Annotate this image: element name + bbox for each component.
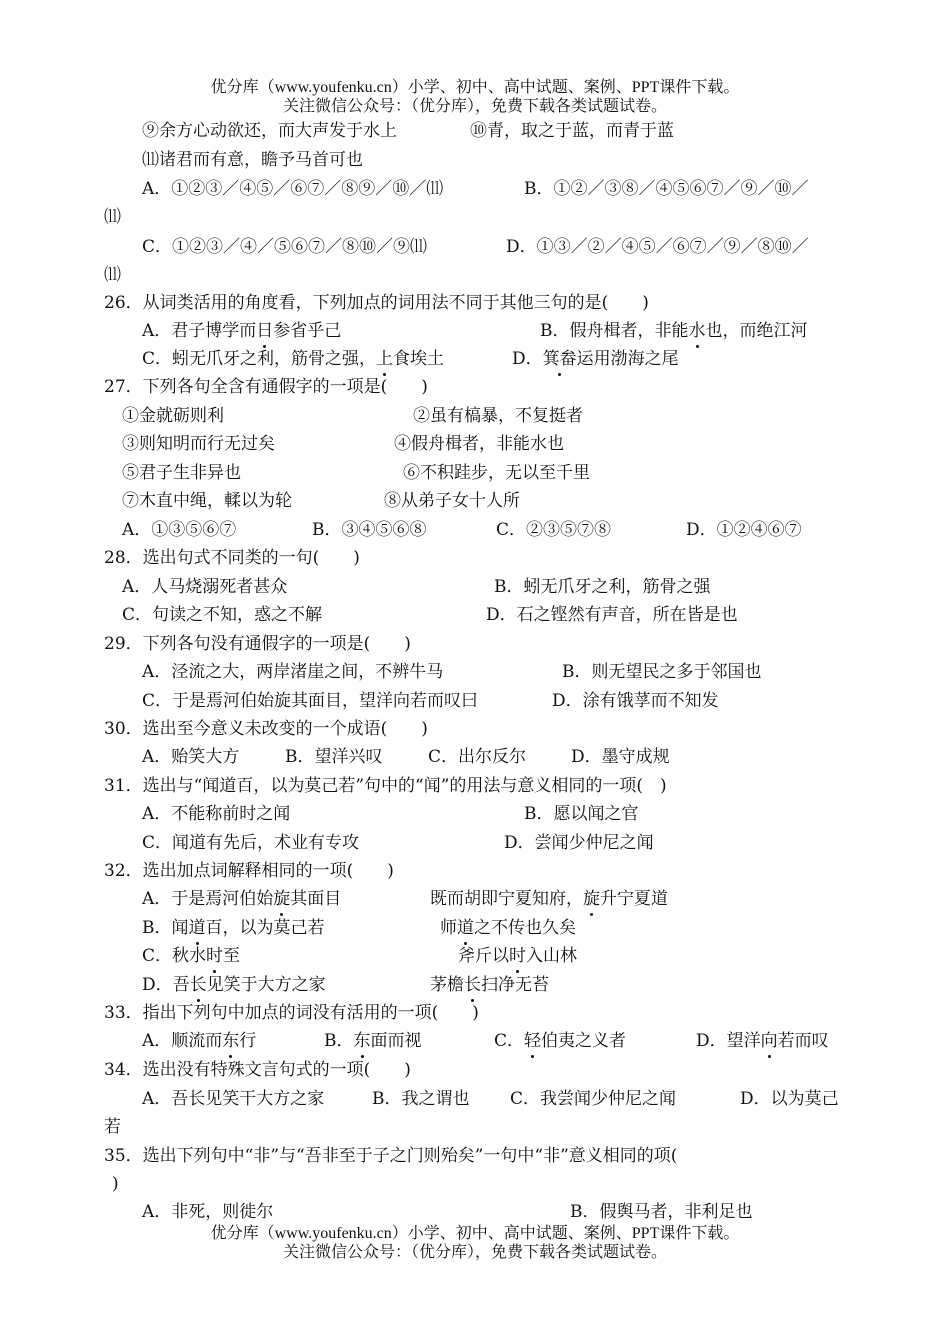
- q28-option-b: B．蚓无爪牙之利，筋骨之强: [494, 577, 711, 597]
- q26-option-d: D．箕畚运用渤海之尾: [512, 349, 679, 369]
- q31-option-c: C．闻道有先后，术业有专攻: [142, 833, 360, 853]
- q25-option-d: D．①③／②／④⑤／⑥⑦／⑨／⑧⑩／: [506, 237, 809, 257]
- q27-item-8: ⑧从弟子女十人所: [384, 491, 520, 511]
- q28-option-c: C．句读之不知，惑之不解: [122, 605, 323, 625]
- q28-option-d: D．石之铿然有声音，所在皆是也: [486, 605, 738, 625]
- q35-stem: 35．选出下列句中“非”与“吾非至于子之门则殆矣”一句中“非”意义相同的项(: [104, 1146, 678, 1166]
- q27-item-5: ⑤君子生非异也: [122, 463, 241, 483]
- q34-stem: 34．选出没有特殊文言句式的一项( ): [104, 1060, 411, 1080]
- q33-stem: 33．指出下列句中加点的词没有活用的一项( ): [104, 1003, 479, 1023]
- q27-option-a: A．①③⑤⑥⑦: [122, 520, 237, 540]
- q28-stem: 28．选出句式不同类的一句( ): [104, 548, 360, 568]
- q34-option-c: C．我尝闻少仲尼之闻: [510, 1089, 677, 1109]
- q30-option-a: A．贻笑大方: [142, 747, 240, 767]
- dotted-word: 上: [376, 349, 394, 369]
- q30-stem: 30．选出至今意义未改变的一个成语( ): [104, 719, 428, 739]
- dotted-word: 向: [760, 1031, 778, 1051]
- q29-stem: 29．下列各句没有通假字的一项是( ): [104, 634, 411, 654]
- q32-option-c-right: 斧斤以时入山林: [458, 946, 577, 966]
- q27-option-d: D．①②④⑥⑦: [686, 520, 802, 540]
- q26-option-c: C．蚓无爪牙之利，筋骨之强，上食埃土: [142, 349, 445, 369]
- q33-option-b: B．东面而视: [324, 1031, 422, 1051]
- dotted-word: 东: [222, 1031, 240, 1051]
- footer-banner: [0, 1224, 950, 1262]
- q29-option-b: B．则无望民之多于邻国也: [562, 662, 762, 682]
- footer-line-2: 关注微信公众号：（优分库），免费下载各类试题试卷。: [282, 1244, 667, 1261]
- q35-option-b: B．假舆马者，非利足也: [570, 1202, 753, 1222]
- dotted-word: 东: [353, 1031, 371, 1051]
- q27-item-1: ①金就砺则利: [122, 406, 224, 426]
- q27-item-6: ⑥不积跬步，无以至千里: [403, 463, 590, 483]
- q32-option-c-left: C．秋水时至: [142, 946, 241, 966]
- q25-item-9: ⑨余方心动欲还，而大声发于水上: [142, 121, 397, 141]
- q32-option-a-right: 既而胡即宁夏知府，旋升宁夏道: [430, 889, 668, 909]
- q31-option-b: B．愿以闻之官: [524, 804, 639, 824]
- q27-option-c: C．②③⑤⑦⑧: [496, 520, 612, 540]
- q29-option-a: A．泾流之大，两岸渚崖之间，不辨牛马: [142, 662, 444, 682]
- q31-option-a: A．不能称前时之闻: [142, 804, 291, 824]
- q30-option-b: B．望洋兴叹: [285, 747, 383, 767]
- q25-item-10: ⑩青，取之于蓝，而青于蓝: [470, 121, 674, 141]
- q32-option-d-right: 茅檐长扫净无苔: [430, 975, 549, 995]
- q34-option-d: D．以为莫己: [740, 1089, 839, 1109]
- footer-line-1: 优分库（www.youfenku.cn）小学、初中、高中试题、案例、PPT课件下载。: [210, 1225, 740, 1242]
- q32-option-d-left: D．吾长见笑于大方之家: [142, 975, 326, 995]
- dotted-word: 长: [464, 975, 481, 995]
- q31-option-d: D．尝闻少仲尼之闻: [504, 833, 654, 853]
- dotted-word: 道: [188, 918, 206, 938]
- q30-option-c: C．出尔反尔: [428, 747, 527, 767]
- dotted-word: 旋: [583, 889, 600, 909]
- q33-option-c: C．轻伯夷之义者: [494, 1031, 627, 1051]
- q34-option-d-cont: 若: [104, 1117, 121, 1137]
- q31-stem: 31．选出与“闻道百，以为莫己若”句中的“闻”的用法与意义相同的一项( ): [104, 776, 667, 796]
- q29-option-c: C．于是焉河伯始旋其面目，望洋向若而叹曰: [142, 691, 479, 711]
- q32-stem: 32．选出加点词解释相同的一项( ): [104, 861, 394, 881]
- header-line-1: 优分库（www.youfenku.cn）小学、初中、高中试题、案例、PPT课件下载。: [210, 79, 740, 96]
- dotted-word: 时: [509, 946, 526, 966]
- dotted-word: 日: [256, 321, 274, 341]
- q27-option-b: B．③④⑤⑥⑧: [312, 520, 427, 540]
- q25-option-b: B．①②／③⑧／④⑤⑥⑦／⑨／⑩／: [524, 179, 809, 199]
- q25-option-a: A．①②③／④⑤／⑥⑦／⑧⑨／⑩／⑾: [142, 179, 444, 199]
- dotted-word: 时: [206, 946, 224, 966]
- q34-option-b: B．我之谓也: [372, 1089, 470, 1109]
- q25-option-d-cont: ⑾: [104, 265, 121, 285]
- q25-option-c: C．①②③／④／⑤⑥⑦／⑧⑩／⑨⑾: [142, 237, 428, 257]
- header-line-2: 关注微信公众号：（优分库），免费下载各类试题试卷。: [282, 98, 667, 115]
- q29-option-d: D．涂有饿莩而不知发: [552, 691, 719, 711]
- q35-option-a: A．非死，则徙尔: [142, 1202, 274, 1222]
- q25-item-11: ⑾诸君而有意，瞻予马首可也: [142, 150, 363, 170]
- dotted-word: 旋: [273, 889, 291, 909]
- q32-option-a-left: A．于是焉河伯始旋其面目: [142, 889, 342, 909]
- q33-option-a: A．顺流而东行: [142, 1031, 257, 1051]
- q26-option-b: B．假舟楫者，非能水也，而绝江河: [540, 321, 808, 341]
- dotted-word: 长: [189, 975, 207, 995]
- q35-stem-cont: ): [112, 1174, 119, 1194]
- q30-option-d: D．墨守成规: [571, 747, 670, 767]
- q26-option-a: A．君子博学而日参省乎己: [142, 321, 342, 341]
- q27-item-3: ③则知明而行无过矣: [122, 434, 275, 454]
- q26-stem: 26．从词类活用的角度看，下列加点的词用法不同于其他三句的是( ): [104, 293, 649, 313]
- dotted-word: 道: [457, 918, 474, 938]
- q25-option-b-cont: ⑾: [104, 207, 121, 227]
- q32-option-b-right: 师道之不传也久矣: [440, 918, 576, 938]
- dotted-word: 箕畚: [542, 349, 577, 369]
- header-banner: [0, 78, 950, 116]
- dotted-word: 轻: [524, 1031, 542, 1051]
- q27-item-4: ④假舟楫者，非能水也: [394, 434, 564, 454]
- q27-item-7: ⑦木直中绳，輮以为轮: [122, 491, 292, 511]
- dotted-word: 水: [688, 321, 706, 341]
- q32-option-b-left: B．闻道百，以为莫己若: [142, 918, 325, 938]
- q27-item-2: ②虽有槁暴，不复挺者: [413, 406, 583, 426]
- q27-stem: 27．下列各句全含有通假字的一项是( ): [104, 377, 428, 397]
- q28-option-a: A．人马烧溺死者甚众: [122, 577, 288, 597]
- q34-option-a: A．吾长见笑干大方之家: [142, 1089, 325, 1109]
- q33-option-d: D．望洋向若而叹: [696, 1031, 829, 1051]
